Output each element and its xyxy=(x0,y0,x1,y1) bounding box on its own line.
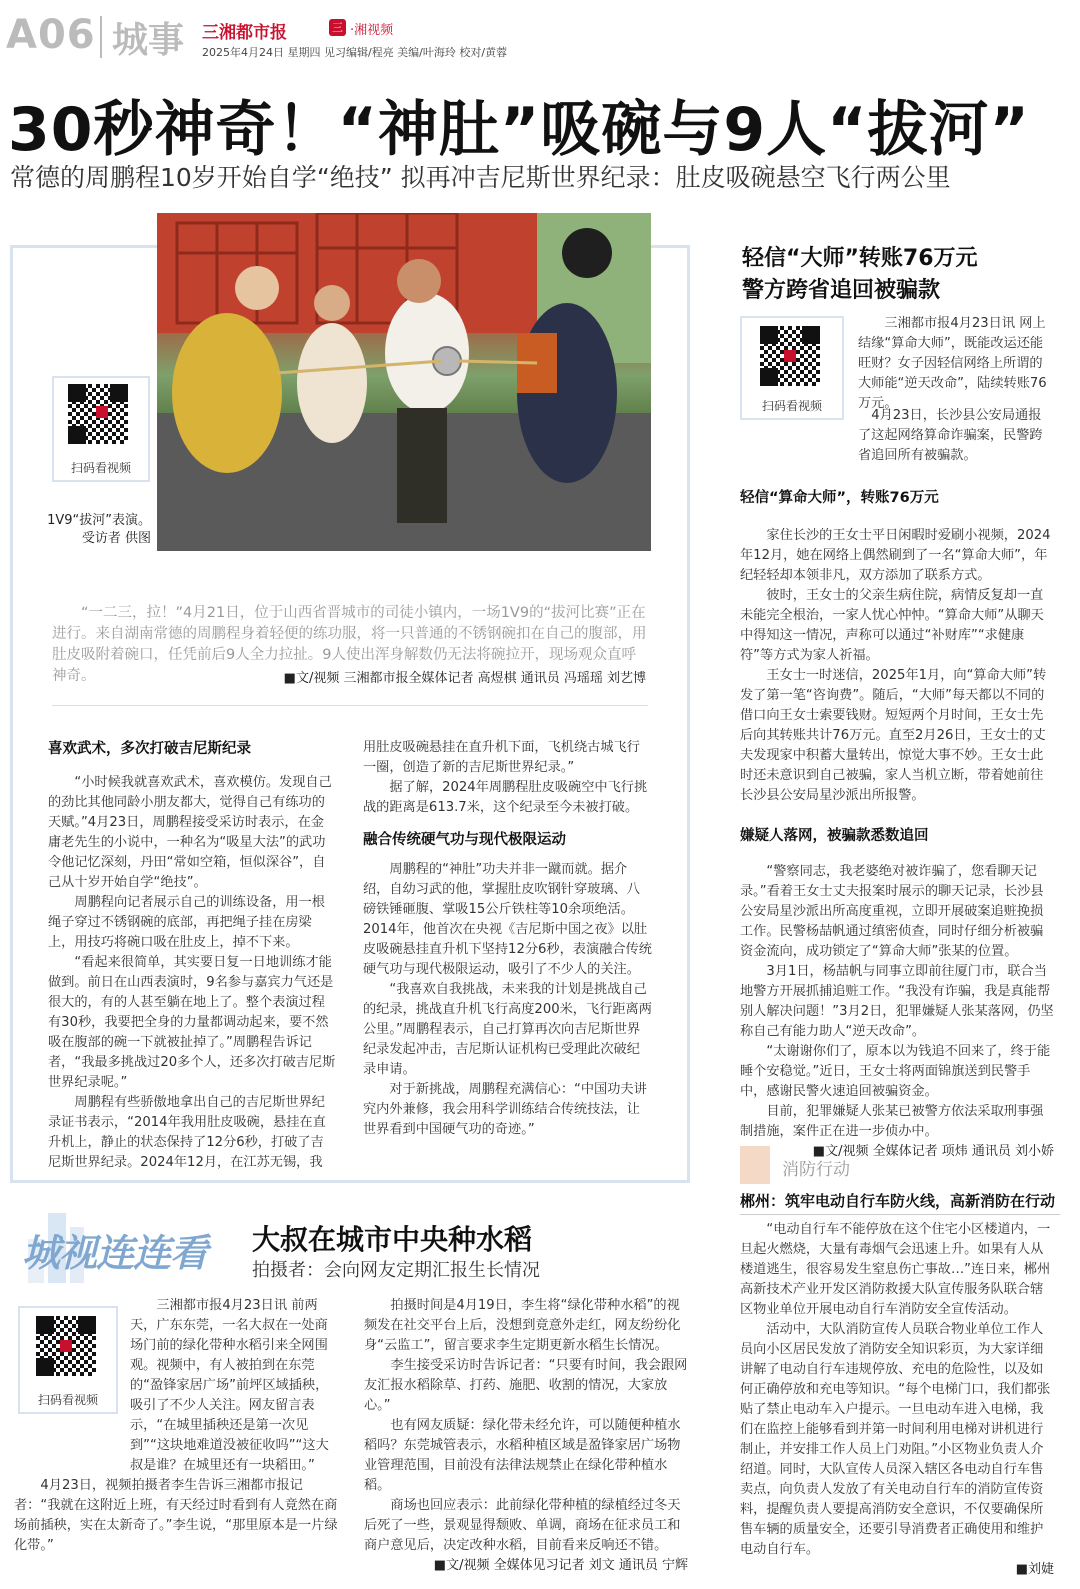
column-logo: 城视连连看 xyxy=(22,1231,208,1275)
lede-paragraph: “一二三，拉！”4月21日，位于山西省晋城市的司徒小镇内，一场1V9的“拔河比赛”正在进行。来自湖南常德的周鹏程身着轻便的练功服，将一只普通的不锈钢碗扣在自己的腹部，用肚皮吸附着碗口，任凭前后9人全力拉扯。9人使出浑身解数仍无法将碗拉开，现场观众直呼神奇。 xyxy=(52,605,647,684)
paragraph: “电动自行车不能停放在这个住宅小区楼道内，一旦起火燃烧，大量有毒烟气会迅速上升。如果有人从楼道逃生，很容易发生窒息伤亡事故…”连日来，郴州高新技术产业开发区消防救援大队宣传服务队联合辖区物业单位开展电动自行车消防安全宣传活动。 xyxy=(740,1222,1051,1317)
fire-body xyxy=(740,1220,1054,1580)
qr-logo-icon xyxy=(96,406,108,418)
page-number: A06 xyxy=(6,12,96,58)
qr-label: 扫码看视频 xyxy=(761,399,822,413)
fire-divider xyxy=(740,1214,1060,1215)
paragraph: 商场也回应表示：此前绿化带种植的绿植经过冬天后死了一些，景观显得颓败、单调，商场在征求员工和商户意见后，决定改种水稻，目前看来反响还不错。 xyxy=(364,1498,681,1553)
paragraph: “看起来很简单，其实要日复一日地训练才能做到。前日在山西表演时，9名参与嘉宾力气还是很大的，有的人甚至躺在地上了。整个表演过程有30秒，我要把全身的力量都调动起来，要不然吸在腹部的碗一下就被扯掉了。”周鹏程告诉记者，“我最多挑战过20多个人，还多次打破吉尼斯世界纪录呢。” xyxy=(48,955,336,1090)
lede-divider xyxy=(52,705,648,706)
main-headline: 30秒神奇！“神肚”吸碗与9人“拔河” xyxy=(8,95,1030,165)
main-subheadline: 常德的周鹏程10岁开始自学“绝技” 拟再冲吉尼斯世界纪录：肚皮吸碗悬空飞行两公里 xyxy=(10,163,951,192)
video-qr-code[interactable] xyxy=(52,376,150,482)
subsection-heading: 嫌疑人落网，被骗款悉数追回 xyxy=(740,828,929,844)
video-brand: ·湘视频 xyxy=(350,23,394,38)
fraud-headline xyxy=(742,243,978,307)
video-logo-icon: 三 xyxy=(329,19,346,36)
photo-caption xyxy=(36,512,151,548)
paragraph: “警察同志，我老婆绝对被诈骗了，您看聊天记录。”看着王女士丈夫报案时展示的聊天记录，长沙县公安局星沙派出所高度重视，立即开展破案追赃挽损工作。民警杨喆帆通过缜密侦查，同时仔细分析被骗资金流向，成功锁定了“算命大师”张某的位置。 xyxy=(740,864,1044,959)
paragraph: 李生接受采访时告诉记者：“只要有时间，我会跟网友汇报水稻除草、打药、施肥、收割的情况，大家放心。” xyxy=(364,1358,688,1413)
paragraph: 据了解，2024年周鹏程肚皮吸碗空中飞行挑战的距离是613.7米，这个纪录至今未被打破。 xyxy=(363,780,648,815)
subsection-heading: 融合传统硬气功与现代极限运动 xyxy=(363,832,566,848)
masthead-info: 2025年4月24日 星期四 见习编辑/程亮 美编/叶海玲 校对/黄蓉 xyxy=(202,46,508,59)
fire-tag-icon xyxy=(740,1146,770,1184)
paragraph: 用肚皮吸碗悬挂在直升机下面，飞机绕古城飞行一圈，创造了新的吉尼斯世界纪录。” xyxy=(363,740,640,775)
rice-headline: 大叔在城市中央种水稻 xyxy=(252,1223,533,1256)
tug-of-war-photo xyxy=(157,213,651,551)
paragraph: 三湘都市报4月23日讯 前两天，广东东莞，一名大叔在一处商场门前的绿化带种水稻引来全网围观。视频中，有人被拍到在东莞的“盈锋家居广场”前坪区域插秧，吸引了不少人关注。网友留言表示，“在城里插秧还是第一次见到”“这块地难道没被征收吗”“这大叔是谁？在城里还有一块稻田。” xyxy=(130,1298,329,1473)
paragraph: 对于新挑战，周鹏程充满信心：“中国功夫讲究内外兼修，我会用科学训练结合传统技法，让世界看到中国硬气功的奇迹。” xyxy=(363,1082,647,1137)
photo-caption-text: 1V9“拔河”表演。 xyxy=(47,513,151,528)
paragraph: 也有网友质疑：绿化带未经允许，可以随便种植水稻吗？东莞城管表示，水稻种植区域是盈锋家居广场物业管理范围，目前没有法律法规禁止在绿化带种植水稻。 xyxy=(364,1418,681,1493)
fraud-headline-line-2: 警方跨省追回被骗款 xyxy=(742,278,941,303)
fire-byline: ■刘婕 xyxy=(1015,1562,1054,1577)
photo-credit: 受访者 供图 xyxy=(81,531,151,546)
paragraph: 目前，犯罪嫌疑人张某已被警方依法采取刑事强制措施，案件正在进一步侦办中。 xyxy=(740,1104,1044,1139)
paragraph: 3月1日，杨喆帆与同事立即前往厦门市，联合当地警方开展抓捕追赃工作。“我没有诈骗，我是真能帮别人解决问题！”3月2日，犯罪嫌疑人张某落网，仍坚称自己有能力助人“逆天改命”。 xyxy=(740,964,1054,1039)
paragraph: 周鹏程的“神肚”功夫并非一蹴而就。据介绍，自幼习武的他，掌握肚皮吹钢针穿玻璃、八磅铁锤砸腹、掌吸15公斤铁柱等10余项绝活。2014年，他首次在央视《吉尼斯中国之夜》以肚皮吸碗悬挂直升机下坚持12分6秒，表演融合传统硬气功与现代极限运动，吸引了不少人的关注。 xyxy=(363,862,652,977)
lede-byline: ■文/视频 三湘都市报全媒体记者 高煜棋 通讯员 冯瑶瑶 刘艺博 xyxy=(283,671,646,686)
subsection-heading: 喜欢武术，多次打破吉尼斯纪录 xyxy=(48,741,251,757)
paragraph: 王女士一时迷信，2025年1月，向“算命大师”转发了第一笔“咨询费”。随后，“大师”每天都以不同的借口向王女士索要钱财。短短两个月时间，王女士先后向其转账共计76万元。直至2月26日，王女士的丈夫发现家中积蓄大量转出，惊觉大事不妙。王女士此时还未意识到自己被骗，家人当机立断，带着她前往长沙县公安局星沙派出所报警。 xyxy=(740,668,1047,803)
main-column-2 xyxy=(363,738,653,1140)
fraud-intro-wrap xyxy=(858,314,1054,414)
fraud-byline: ■文/视频 全媒体记者 项炜 通讯员 刘小娇 xyxy=(812,1144,1054,1159)
paragraph: 周鹏程向记者展示自己的训练设备，用一根绳子穿过不锈钢碗的底部，再把绳子挂在房梁上，用技巧将碗口吸在肚皮上，掉不下来。 xyxy=(48,895,325,950)
fire-section-tag: 消防行动 xyxy=(782,1160,850,1180)
newspaper-name: 三湘都市报 xyxy=(202,23,287,43)
fraud-body xyxy=(740,406,1054,1162)
paragraph: 家住长沙的王女士平日闲暇时爱刷小视频，2024年12月，她在网络上偶然刷到了一名“算命大师”，年纪轻轻却本领非凡，双方添加了联系方式。 xyxy=(740,528,1051,583)
photo-illustration xyxy=(157,213,651,551)
rice-column-2 xyxy=(364,1296,688,1576)
paragraph: 彼时，王女士的父亲生病住院，病情反复却一直未能完全根治，一家人忧心忡忡。“算命大师”从聊天中得知这一情况，声称可以通过“补财库”“求健康符”等方式为家人祈福。 xyxy=(740,588,1044,663)
fraud-intro: 三湘都市报4月23日讯 网上结缘“算命大师”，既能改运还能旺财？女子因轻信网络上所谓的大师能“逆天改命”，陆续转账76万元。 xyxy=(858,316,1047,411)
paragraph: 4月23日，视频拍摄者李生告诉三湘都市报记者：“我就在这附近上班，有天经过时看到有人竟然在商场前插秧，实在太新奇了。”李生说，“那里原本是一片绿化带。” xyxy=(14,1478,338,1553)
fraud-video-qr-code[interactable] xyxy=(740,316,844,420)
qr-label: 扫码看视频 xyxy=(70,461,131,475)
paragraph: 拍摄时间是4月19日，李生将“绿化带种水稻”的视频发在社交平台上后，没想到竟意外走红，网友纷纷化身“云监工”，留言要求李生定期更新水稻生长情况。 xyxy=(364,1298,681,1353)
section-name: 城事 xyxy=(112,20,185,61)
fraud-headline-line-1: 轻信“大师”转账76万元 xyxy=(742,246,978,271)
qr-label: 扫码看视频 xyxy=(37,1393,98,1407)
rice-subheadline: 拍摄者：会向网友定期汇报生长情况 xyxy=(252,1260,540,1281)
masthead-divider xyxy=(100,16,102,58)
rice-column-1 xyxy=(14,1296,338,1556)
paragraph: 4月23日，长沙县公安局通报了这起网络算命诈骗案，民警跨省追回所有被骗款。 xyxy=(858,408,1043,463)
paragraph: 活动中，大队消防宣传人员联合物业单位工作人员向小区居民发放了消防安全知识彩页，为大家详细讲解了电动自行车违规停放、充电的危险性，以及如何正确停放和充电等知识。“每个电梯门口，我们都张贴了禁止电动车入户提示。一旦电动车进入电梯，我们在监控上能够看到并第一时间利用电梯对讲机进行制止，并安排工作人员上门劝阻。”小区物业负责人介绍道。同时，大队宣传人员深入辖区各电动自行车售卖点，向负责人发放了有关电动自行车的消防宣传资料，提醒负责人要提高消防安全意识，不仅要确保所售车辆的质量安全，还要引导消费者正确使用和维护电动自行车。 xyxy=(740,1322,1051,1557)
paragraph: “太谢谢你们了，原本以为钱追不回来了，终于能睡个安稳觉。”近日，王女士将两面锦旗送到民警手中，感谢民警火速追回被骗资金。 xyxy=(740,1044,1051,1099)
main-column-1 xyxy=(48,733,336,1173)
qr-logo-icon xyxy=(784,350,796,362)
paragraph: “小时候我就喜欢武术，喜欢模仿。发现自己的劲比其他同龄小朋友都大，觉得自己有练功的天赋。”4月23日，周鹏程接受采访时表示，在金庸老先生的小说中，一种名为“吸星大法”的武功令他记忆深刻，丹田“常如空箱，恒似深谷”，自己从十岁开始自学“绝技”。 xyxy=(48,775,332,890)
paragraph: “我喜欢自我挑战，未来我的计划是挑战自己的纪录，挑战直升机飞行高度200米，飞行距离两公里。”周鹏程表示，自己打算再次向吉尼斯世界纪录发起冲击，吉尼斯认证机构已受理此次破纪录申请。 xyxy=(363,982,652,1077)
paragraph: 周鹏程有些骄傲地拿出自己的吉尼斯世界纪录证书表示，“2014年我用肚皮吸碗，悬挂在直升机上，静止的状态保持了12分6秒，打破了吉尼斯世界纪录。2024年12月，在江苏无锡，我 xyxy=(48,1095,326,1170)
rice-byline: ■文/视频 全媒体见习记者 刘文 通讯员 宁辉 xyxy=(433,1558,688,1573)
subsection-heading: 轻信“算命大师”，转账76万元 xyxy=(740,490,939,506)
fire-headline: 郴州：筑牢电动自行车防火线，高新消防在行动 xyxy=(740,1192,1056,1210)
